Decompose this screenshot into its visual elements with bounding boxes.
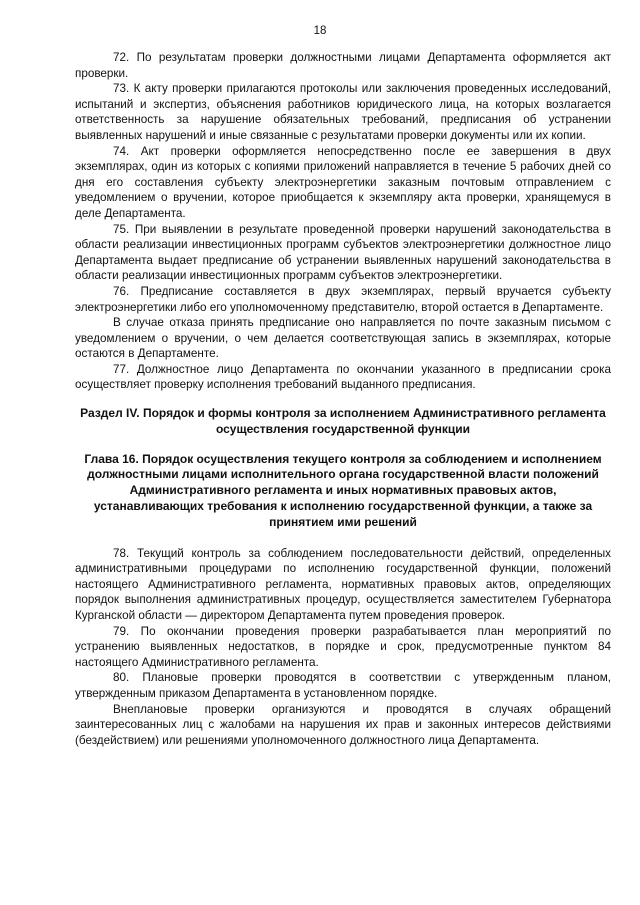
paragraph-77: 77. Должностное лицо Департамента по окончании указанного в предписании срока осуществляет проверку исполнения требований выданного предписания. [75, 362, 611, 392]
paragraph-79: 79. По окончании проведения проверки разрабатывается план мероприятий по устранению выявленных недостатков, в порядке и срок, предусмотренные пунктом 84 настоящего Административного регламента. [75, 624, 611, 669]
page-number: 18 [313, 25, 327, 37]
section-heading: Раздел IV. Порядок и формы контроля за исполнением Административного регламента осуществления государственной функции [80, 406, 606, 436]
paragraph-75: 75. При выявлении в результате проведенной проверки нарушений законодательства в области реализации инвестиционных программ субъектов электроэнергетики должностное лицо Департамента выдает предписание об устранении выявленных нарушений законодательства в области реализации инвестиционных программ субъектов электроэнергетики. [75, 222, 611, 283]
paragraph-72: 72. По результатам проверки должностными лицами Департамента оформляется акт проверки. [75, 51, 611, 80]
paragraph-76-refusal: В случае отказа принять предписание оно направляется по почте заказным письмом с уведомлением о вручении, о чем делается соответствующая запись в экземплярах, которые остаются в Департаменте. [75, 316, 611, 361]
paragraph-78: 78. Текущий контроль за соблюдением последовательности действий, определенных административными процедурами по исполнению государственной функции, положений настоящего Административного регламента, нормативных правовых актов, определяющих порядок выполнения административных процедур, осуществляется заместителем Губернатора Курганской области — директором Департамента путем проведения проверок. [75, 546, 611, 623]
paragraph-73: 73. К акту проверки прилагаются протоколы или заключения проведенных исследований, испытаний и экспертиз, объяснения работников юридического лица, на которых возлагается ответственность за нарушение обязательных требований, предписания об устранении выявленных нарушений и иные связанные с результатами проверки документы или их копии. [75, 82, 611, 142]
paragraph-unscheduled-checks: Внеплановые проверки организуются и проводятся в случаях обращений заинтересованных лиц с жалобами на нарушения их прав и законных интересов действиями (бездействием) или решениями уполномоченного должностного лица Департамента. [75, 702, 611, 747]
chapter-heading: Глава 16. Порядок осуществления текущего контроля за соблюдением и исполнением должностными лицами исполнительного органа государственной власти положений Административного регламента и иных нормативных правовых актов, устанавливающих требования к исполнению государственной функции, а также за принятием ими решений [84, 451, 602, 529]
paragraph-76: 76. Предписание составляется в двух экземплярах, первый вручается субъекту электроэнергетики либо его уполномоченному представителю, второй остается в Департаменте. [75, 284, 611, 314]
document-body [75, 50, 611, 748]
paragraph-74: 74. Акт проверки оформляется непосредственно после ее завершения в двух экземплярах, один из которых с копиями приложений направляется в течение 5 рабочих дней со дня его составления субъекту электроэнергетики заказным почтовым отправлением с уведомлением о вручении, которое приобщается к экземпляру акта проверки, хранящемуся в деле Департамента. [75, 144, 611, 220]
paragraph-80: 80. Плановые проверки проводятся в соответствии с утвержденным планом, утвержденным приказом Департамента в установленном порядке. [75, 671, 611, 700]
